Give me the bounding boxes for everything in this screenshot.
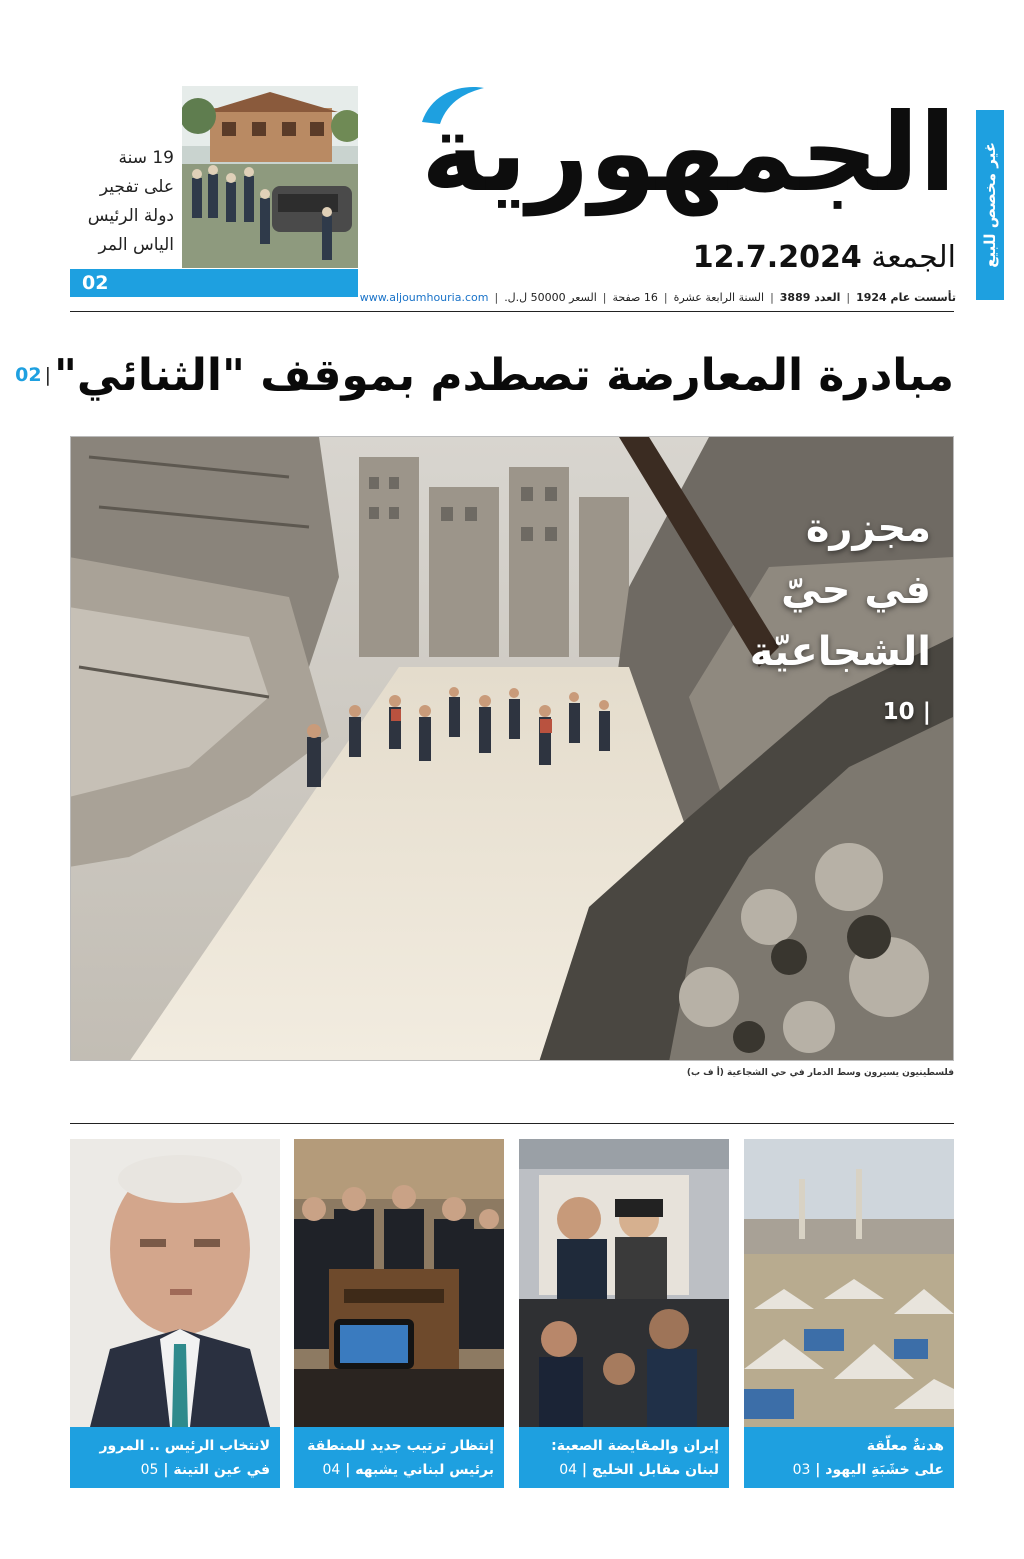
- hero-headline: [750, 497, 931, 683]
- hero-photo[interactable]: [70, 436, 954, 1061]
- teaser-card[interactable]: [744, 1139, 954, 1488]
- promo-line: الياس المر: [98, 235, 174, 255]
- teaser-page-number: 04: [322, 1462, 341, 1478]
- teaser-subtitle: لبنان مقابل الخليج: [591, 1462, 719, 1478]
- teaser-title-line: إيران والمقايضة الصعبة:: [551, 1438, 719, 1454]
- newspaper-name: الجمهورية: [420, 91, 956, 216]
- teaser-caption: [744, 1427, 954, 1488]
- masthead-logo[interactable]: [400, 82, 956, 232]
- issue-day: الجمعة: [871, 240, 956, 275]
- teaser-page-number: 03: [792, 1462, 811, 1478]
- separator: |: [770, 290, 774, 304]
- publication-year: السنة الرابعة عشرة: [673, 290, 765, 304]
- promo-box[interactable]: [70, 86, 358, 298]
- photo-caption: فلسطينيون يسيرون وسط الدمار في حي الشجاعية (أ ف ب): [686, 1068, 954, 1078]
- teaser-caption: [70, 1427, 280, 1488]
- teaser-caption: [519, 1427, 729, 1488]
- website-link[interactable]: www.aljoumhouria.com: [359, 290, 489, 304]
- press-conference-photo: [294, 1139, 504, 1427]
- teaser-title-line: لانتخاب الرئيس .. المرور: [99, 1438, 270, 1454]
- teaser-title-line: هدنةٌ معلّقة: [866, 1438, 944, 1454]
- separator: |: [846, 290, 851, 304]
- hero-headline-line: الشجاعيّة: [749, 629, 931, 675]
- separator: |: [494, 290, 499, 304]
- separator: |: [602, 290, 607, 304]
- teaser-card[interactable]: [519, 1139, 729, 1488]
- separator: |: [663, 290, 668, 304]
- portrait-photo: [70, 1139, 280, 1427]
- hero-page-ref: [883, 699, 931, 725]
- poster-crowd-photo: [519, 1139, 729, 1427]
- masthead-divider: [70, 311, 954, 312]
- main-headline: مبادرة المعارضة تصطدم بموقف "الثنائي": [53, 349, 954, 401]
- headline-page-number: 02: [15, 364, 42, 386]
- teaser-caption: [294, 1427, 504, 1488]
- promo-line: على تفجير: [99, 177, 174, 197]
- promo-line: 19 سنة: [118, 148, 174, 168]
- section-divider: [70, 1123, 954, 1124]
- issue-date: 12.7.2024: [692, 240, 862, 275]
- teaser-card[interactable]: [294, 1139, 504, 1488]
- tent-camp-photo: [744, 1139, 954, 1427]
- hero-page-number: 10: [882, 699, 915, 725]
- teaser-subtitle: على خشَبَةِ اليهود: [825, 1462, 944, 1478]
- separator: |: [44, 364, 51, 386]
- explosion-scene-photo: [182, 86, 358, 268]
- teaser-title-line: إنتظار ترتيب جديد للمنطقة: [307, 1438, 494, 1454]
- teaser-title-line: برئيس لبناني يشبهه | 04: [322, 1462, 494, 1478]
- page-count: 16 صفحة: [612, 290, 658, 304]
- promo-line: دولة الرئيس: [87, 206, 174, 226]
- teaser-subtitle: برئيس لبناني يشبهه: [355, 1462, 494, 1478]
- teaser-title-line: في عين التينة | 05: [140, 1462, 270, 1478]
- teaser-card[interactable]: [70, 1139, 280, 1488]
- founded-text: تأسست عام 1924: [856, 290, 956, 304]
- teaser-page-number: 04: [559, 1462, 578, 1478]
- headline-page-ref: [15, 364, 54, 386]
- issue-number: العدد 3889: [779, 290, 841, 304]
- not-for-sale-label: غير مخصص للبيع: [981, 142, 999, 268]
- teaser-title-line: لبنان مقابل الخليج | 04: [559, 1462, 719, 1478]
- hero-headline-line: في حيّ: [781, 567, 931, 613]
- teaser-title-line: على خشَبَةِ اليهود | 03: [792, 1462, 944, 1478]
- teaser-subtitle: في عين التينة: [173, 1462, 270, 1478]
- promo-text: [70, 144, 174, 260]
- not-for-sale-strip: [976, 110, 1004, 300]
- price: السعر 50000 ل.ل.: [504, 290, 597, 304]
- dateline: [692, 240, 956, 276]
- main-headline-row[interactable]: [15, 340, 954, 410]
- teaser-page-number: 05: [140, 1462, 159, 1478]
- promo-page-bar: [70, 269, 358, 297]
- promo-page-number: 02: [82, 272, 109, 294]
- separator: |: [914, 699, 931, 725]
- hero-headline-line: مجزرة: [805, 505, 931, 551]
- issue-info-bar: [359, 287, 956, 307]
